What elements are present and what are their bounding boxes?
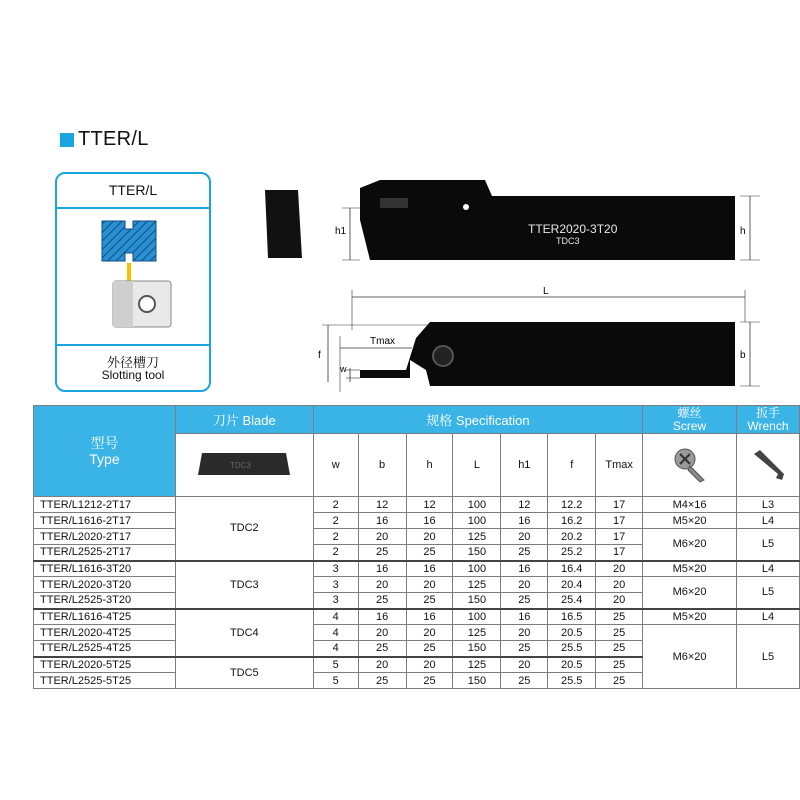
type-header-cn: 型号 bbox=[90, 435, 119, 451]
value-cell-h: 12 bbox=[406, 497, 453, 513]
panel-divider-bottom bbox=[57, 344, 209, 346]
value-cell-b: 20 bbox=[358, 625, 406, 641]
screw-header-en: Screw bbox=[672, 418, 707, 433]
value-cell-h: 25 bbox=[406, 673, 453, 689]
value-cell-tmax: 17 bbox=[596, 529, 643, 545]
value-cell-f: 16.4 bbox=[548, 561, 596, 577]
value-cell-l: 100 bbox=[453, 561, 501, 577]
value-cell-l: 100 bbox=[453, 497, 501, 513]
table-row bbox=[34, 609, 800, 625]
wrench-cell: L3 bbox=[736, 497, 799, 513]
value-cell-h: 16 bbox=[406, 513, 453, 529]
wrench-cell: L4 bbox=[736, 513, 799, 529]
type-cell: TTER/L2525-4T25 bbox=[34, 641, 176, 657]
spec-header: 规格 Specification bbox=[313, 406, 642, 434]
value-cell-w: 2 bbox=[313, 545, 358, 561]
screw-image-cell bbox=[643, 434, 737, 497]
value-cell-tmax: 17 bbox=[596, 497, 643, 513]
value-cell-h1: 25 bbox=[501, 593, 548, 609]
value-cell-tmax: 25 bbox=[596, 641, 643, 657]
blade-cell: TDC4 bbox=[175, 609, 313, 657]
panel-title: TTER/L bbox=[108, 182, 158, 198]
screw-cell: M4×16 bbox=[643, 497, 737, 513]
value-cell-l: 150 bbox=[453, 593, 501, 609]
table-row bbox=[34, 577, 800, 593]
holder-top-view bbox=[360, 322, 735, 386]
value-cell-f: 20.4 bbox=[548, 577, 596, 593]
value-cell-b: 25 bbox=[358, 545, 406, 561]
table-row bbox=[34, 561, 800, 577]
svg-text:TDC3: TDC3 bbox=[230, 460, 252, 470]
value-cell-tmax: 25 bbox=[596, 673, 643, 689]
value-cell-tmax: 20 bbox=[596, 577, 643, 593]
type-cell: TTER/L2020-5T25 bbox=[34, 657, 176, 673]
col-h: h bbox=[406, 434, 453, 497]
value-cell-b: 20 bbox=[358, 657, 406, 673]
value-cell-b: 25 bbox=[358, 641, 406, 657]
value-cell-f: 25.5 bbox=[548, 673, 596, 689]
screw-cell: M5×20 bbox=[643, 561, 737, 577]
table-header-row bbox=[34, 406, 800, 434]
value-cell-h1: 25 bbox=[501, 545, 548, 561]
wrench-header-cn: 扳手 bbox=[755, 405, 780, 420]
blade-cell: TDC5 bbox=[175, 657, 313, 689]
profile-panel bbox=[55, 172, 211, 392]
type-cell: TTER/L1616-3T20 bbox=[34, 561, 176, 577]
section-header bbox=[60, 128, 149, 151]
table-row bbox=[34, 625, 800, 641]
value-cell-f: 20.5 bbox=[548, 657, 596, 673]
screw-cell: M5×20 bbox=[643, 609, 737, 625]
col-w: w bbox=[313, 434, 358, 497]
value-cell-h1: 16 bbox=[501, 513, 548, 529]
value-cell-w: 4 bbox=[313, 625, 358, 641]
value-cell-b: 16 bbox=[358, 513, 406, 529]
wrench-cell: L5 bbox=[736, 577, 799, 609]
slotting-diagram-icon bbox=[57, 209, 209, 343]
screw-cell: M6×20 bbox=[643, 577, 737, 609]
value-cell-l: 150 bbox=[453, 641, 501, 657]
value-cell-b: 20 bbox=[358, 529, 406, 545]
wrench-cell: L5 bbox=[736, 529, 799, 561]
wrench-icon bbox=[748, 444, 788, 484]
section-title: TTER/L bbox=[78, 128, 149, 150]
table-row bbox=[34, 513, 800, 529]
value-cell-f: 25.5 bbox=[548, 641, 596, 657]
value-cell-tmax: 25 bbox=[596, 625, 643, 641]
value-cell-f: 25.2 bbox=[548, 545, 596, 561]
tool-drawing bbox=[230, 160, 790, 405]
value-cell-tmax: 20 bbox=[596, 561, 643, 577]
value-cell-h: 16 bbox=[406, 561, 453, 577]
type-cell: TTER/L2525-3T20 bbox=[34, 593, 176, 609]
header-square-icon bbox=[60, 133, 74, 147]
value-cell-f: 12.2 bbox=[548, 497, 596, 513]
value-cell-f: 20.5 bbox=[548, 625, 596, 641]
value-cell-w: 5 bbox=[313, 657, 358, 673]
value-cell-h1: 16 bbox=[501, 609, 548, 625]
value-cell-b: 20 bbox=[358, 577, 406, 593]
value-cell-b: 16 bbox=[358, 561, 406, 577]
type-cell: TTER/L2020-4T25 bbox=[34, 625, 176, 641]
type-header-en: Type bbox=[89, 451, 120, 467]
screw-cell: M6×20 bbox=[643, 625, 737, 689]
value-cell-w: 2 bbox=[313, 513, 358, 529]
col-f: f bbox=[548, 434, 596, 497]
type-cell: TTER/L2020-2T17 bbox=[34, 529, 176, 545]
tool-marking: TTER2020-3T20 bbox=[528, 222, 618, 236]
value-cell-h1: 25 bbox=[501, 673, 548, 689]
col-b: b bbox=[358, 434, 406, 497]
value-cell-w: 5 bbox=[313, 673, 358, 689]
value-cell-l: 100 bbox=[453, 513, 501, 529]
value-cell-h1: 20 bbox=[501, 657, 548, 673]
value-cell-b: 25 bbox=[358, 673, 406, 689]
value-cell-h1: 12 bbox=[501, 497, 548, 513]
value-cell-h: 20 bbox=[406, 577, 453, 593]
dim-L: L bbox=[543, 286, 549, 297]
value-cell-f: 20.2 bbox=[548, 529, 596, 545]
screw-cell: M5×20 bbox=[643, 513, 737, 529]
value-cell-h: 25 bbox=[406, 641, 453, 657]
value-cell-b: 12 bbox=[358, 497, 406, 513]
label-en: Slotting tool bbox=[101, 368, 165, 382]
value-cell-l: 100 bbox=[453, 609, 501, 625]
blade-image-cell bbox=[175, 434, 313, 497]
wrench-cell: L4 bbox=[736, 609, 799, 625]
type-cell: TTER/L1212-2T17 bbox=[34, 497, 176, 513]
value-cell-tmax: 17 bbox=[596, 545, 643, 561]
value-cell-l: 125 bbox=[453, 577, 501, 593]
value-cell-f: 25.4 bbox=[548, 593, 596, 609]
table-row bbox=[34, 497, 800, 513]
dim-h1: h1 bbox=[335, 226, 347, 237]
screw-icon bbox=[670, 444, 710, 484]
screw-header-cn: 螺丝 bbox=[677, 405, 702, 420]
col-h1: h1 bbox=[501, 434, 548, 497]
dim-b: b bbox=[740, 350, 746, 361]
value-cell-w: 3 bbox=[313, 577, 358, 593]
value-cell-h: 20 bbox=[406, 625, 453, 641]
blade-insert bbox=[265, 190, 302, 258]
value-cell-l: 150 bbox=[453, 673, 501, 689]
value-cell-tmax: 25 bbox=[596, 609, 643, 625]
blade-cell: TDC2 bbox=[175, 497, 313, 561]
type-cell: TTER/L1616-4T25 bbox=[34, 609, 176, 625]
value-cell-h: 20 bbox=[406, 529, 453, 545]
value-cell-b: 16 bbox=[358, 609, 406, 625]
value-cell-h1: 20 bbox=[501, 625, 548, 641]
value-cell-w: 3 bbox=[313, 593, 358, 609]
value-cell-h1: 25 bbox=[501, 641, 548, 657]
dim-w: w bbox=[340, 364, 347, 374]
type-cell: TTER/L2525-2T17 bbox=[34, 545, 176, 561]
dim-h: h bbox=[740, 226, 746, 237]
value-cell-h1: 16 bbox=[501, 561, 548, 577]
value-cell-h: 20 bbox=[406, 657, 453, 673]
value-cell-w: 2 bbox=[313, 497, 358, 513]
value-cell-w: 3 bbox=[313, 561, 358, 577]
value-cell-l: 125 bbox=[453, 625, 501, 641]
blade-header: 刀片 Blade bbox=[175, 406, 313, 434]
table-row bbox=[34, 529, 800, 545]
wrench-image-cell bbox=[736, 434, 799, 497]
wrench-header bbox=[736, 406, 799, 434]
type-header bbox=[34, 406, 176, 497]
col-L: L bbox=[453, 434, 501, 497]
blade-cell: TDC3 bbox=[175, 561, 313, 609]
col-Tmax: Tmax bbox=[596, 434, 643, 497]
screw-header bbox=[643, 406, 737, 434]
value-cell-tmax: 25 bbox=[596, 657, 643, 673]
value-cell-h1: 20 bbox=[501, 529, 548, 545]
table-body bbox=[34, 497, 800, 689]
value-cell-h: 25 bbox=[406, 593, 453, 609]
value-cell-w: 4 bbox=[313, 609, 358, 625]
value-cell-l: 125 bbox=[453, 529, 501, 545]
tool-marking-2: TDC3 bbox=[556, 236, 580, 246]
spec-table bbox=[33, 405, 800, 689]
blade-icon bbox=[194, 447, 294, 481]
value-cell-f: 16.2 bbox=[548, 513, 596, 529]
value-cell-l: 150 bbox=[453, 545, 501, 561]
label-cn: 外径槽刀 bbox=[106, 355, 159, 370]
value-cell-tmax: 20 bbox=[596, 593, 643, 609]
screw-cell: M6×20 bbox=[643, 529, 737, 561]
value-cell-w: 2 bbox=[313, 529, 358, 545]
value-cell-l: 125 bbox=[453, 657, 501, 673]
type-cell: TTER/L1616-2T17 bbox=[34, 513, 176, 529]
value-cell-tmax: 17 bbox=[596, 513, 643, 529]
type-cell: TTER/L2020-3T20 bbox=[34, 577, 176, 593]
wrench-cell: L5 bbox=[736, 625, 799, 689]
value-cell-b: 25 bbox=[358, 593, 406, 609]
wrench-header-en: Wrench bbox=[747, 418, 789, 433]
dim-Tmax: Tmax bbox=[370, 336, 395, 347]
type-cell: TTER/L2525-5T25 bbox=[34, 673, 176, 689]
holder-side-view bbox=[360, 180, 735, 260]
value-cell-h1: 20 bbox=[501, 577, 548, 593]
value-cell-w: 4 bbox=[313, 641, 358, 657]
wrench-cell: L4 bbox=[736, 561, 799, 577]
value-cell-h: 16 bbox=[406, 609, 453, 625]
value-cell-f: 16.5 bbox=[548, 609, 596, 625]
dim-f: f bbox=[318, 350, 321, 361]
value-cell-h: 25 bbox=[406, 545, 453, 561]
